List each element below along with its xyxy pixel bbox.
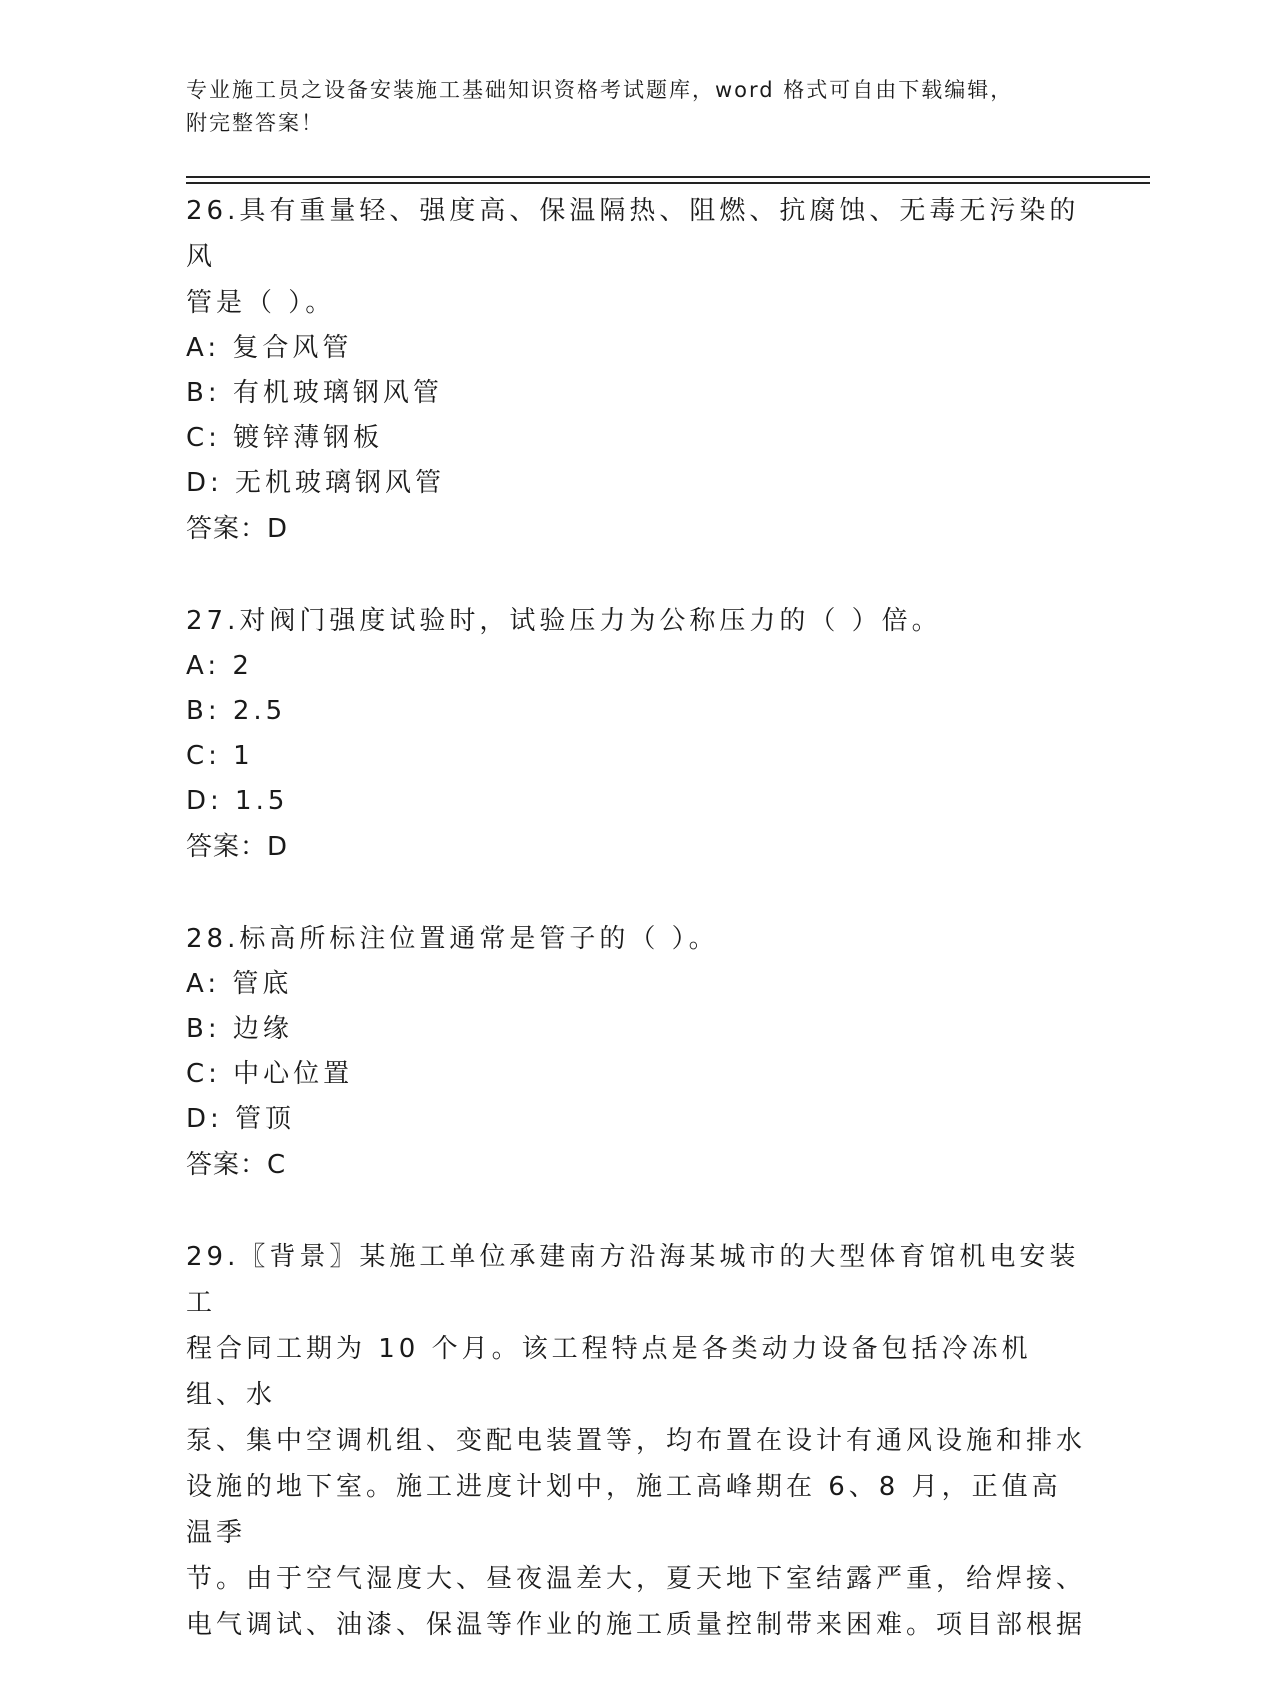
option-b: B: 有机玻璃钢风管 <box>186 378 443 408</box>
background-line-1: 29.〖背景〗某施工单位承建南方沿海某城市的大型体育馆机电安装工 <box>186 1242 1080 1318</box>
option-c: C: 镀锌薄钢板 <box>186 423 384 453</box>
option-a: A: 2 <box>186 651 253 681</box>
header-divider-top <box>186 176 1150 178</box>
question-list <box>186 188 1086 1694</box>
question-stem: 26.具有重量轻、强度高、保温隔热、阻燃、抗腐蚀、无毒无污染的风 <box>186 196 1080 272</box>
question-29 <box>186 1234 1086 1648</box>
answer: 答案：C <box>186 1150 287 1180</box>
question-stem: 28.标高所标注位置通常是管子的（ ）。 <box>186 924 719 954</box>
option-d: D: 1.5 <box>186 786 289 816</box>
option-c: C: 中心位置 <box>186 1059 354 1089</box>
document-header <box>186 74 1086 140</box>
question-27 <box>186 598 1086 870</box>
background-line-5: 节。由于空气湿度大、昼夜温差大，夏天地下室结露严重，给焊接、 <box>186 1564 1087 1594</box>
answer: 答案：D <box>186 832 289 862</box>
question-stem: 27.对阀门强度试验时，试验压力为公称压力的（ ）倍。 <box>186 606 942 636</box>
answer: 答案：D <box>186 514 289 544</box>
header-line-2: 附完整答案！ <box>186 111 324 135</box>
header-line-1: 专业施工员之设备安装施工基础知识资格考试题库，word 格式可自由下载编辑， <box>186 78 1014 102</box>
option-c: C: 1 <box>186 741 254 771</box>
option-b: B: 2.5 <box>186 696 287 726</box>
option-d: D: 无机玻璃钢风管 <box>186 468 446 498</box>
option-a: A: 管底 <box>186 969 293 999</box>
question-28 <box>186 916 1086 1188</box>
option-a: A: 复合风管 <box>186 333 353 363</box>
header-divider-bottom <box>186 182 1150 184</box>
background-line-4: 设施的地下室。施工进度计划中，施工高峰期在 6、8 月，正值高温季 <box>186 1472 1062 1548</box>
question-stem-continued: 管是（ ）。 <box>186 288 336 318</box>
background-line-2: 程合同工期为 10 个月。该工程特点是各类动力设备包括冷冻机组、水 <box>186 1334 1032 1410</box>
background-line-3: 泵、集中空调机组、变配电装置等，均布置在设计有通风设施和排水 <box>186 1426 1087 1456</box>
question-26 <box>186 188 1086 552</box>
background-line-6: 电气调试、油漆、保温等作业的施工质量控制带来困难。项目部根据 <box>186 1610 1087 1640</box>
option-b: B: 边缘 <box>186 1014 293 1044</box>
option-d: D: 管顶 <box>186 1104 296 1134</box>
